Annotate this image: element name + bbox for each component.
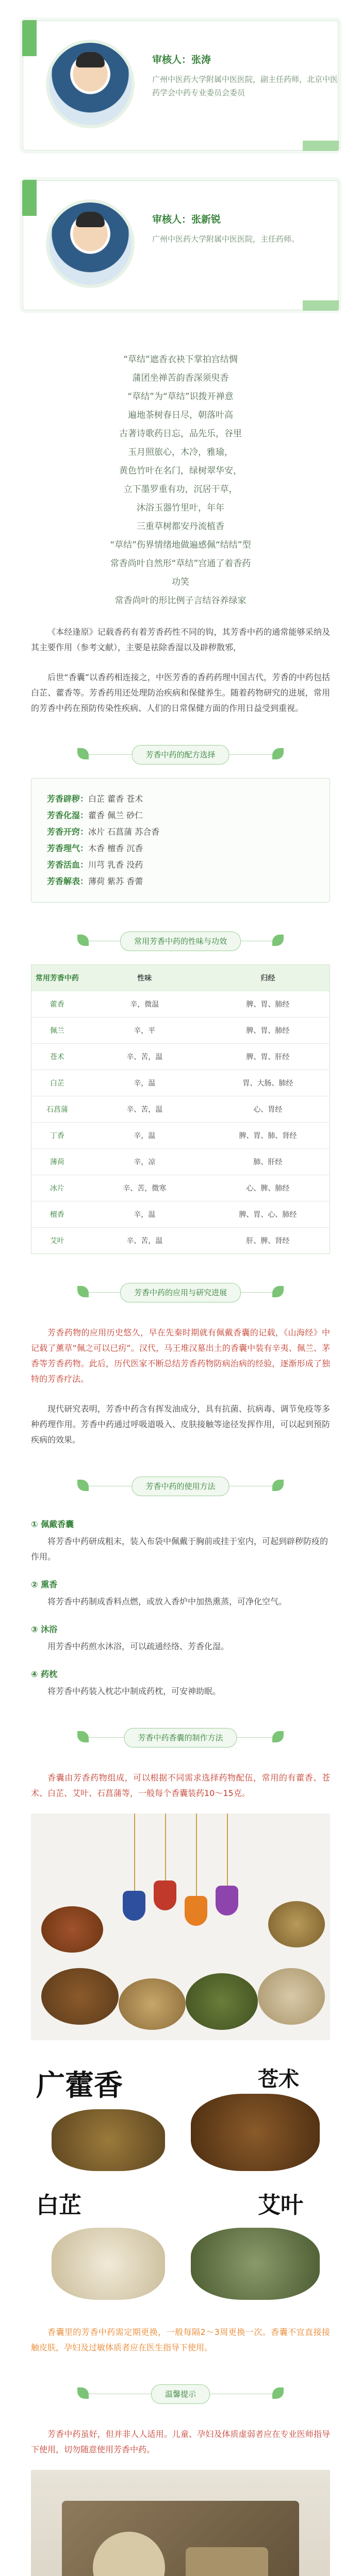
table-row: 丁香 辛，温 脾、胃、肺、肾经	[31, 1122, 330, 1148]
herb-label: 广藿香	[36, 2069, 123, 2103]
poem-line: 古著诗歌药日忘，品先乐，谷里	[119, 429, 242, 439]
table-header-row: 常用芳香中药 性味 归经	[31, 965, 330, 991]
leaf-icon	[77, 748, 89, 759]
leaf-icon	[77, 1286, 89, 1297]
poem-line: “草结”伤界情绪地做遍感佩“结结”型	[110, 540, 251, 550]
method-heading: ① 佩戴香囊	[31, 1519, 74, 1529]
body-paragraph: 现代研究表明，芳香中药含有挥发油成分，具有抗菌、抗病毒、调节免疫等多种药理作用。芳香中药通过呼吸道吸入、皮肤接触等途径发挥作用，可以起到预防疾病的效果。	[31, 1404, 330, 1445]
poem-line: 三重草树都安丹流植香	[137, 521, 224, 532]
reviewer-desc: 广州中医药大学附属中医医院，主任药师。	[152, 234, 300, 244]
section-header	[0, 923, 361, 959]
leaf-icon	[272, 1731, 284, 1742]
method-heading: ② 熏香	[31, 1580, 58, 1589]
leaf-icon	[272, 2387, 284, 2399]
leaf-icon	[77, 1731, 89, 1742]
table-row: 白芷 辛，温 胃、大肠、肺经	[31, 1070, 330, 1096]
method-text: 将芳香中药制成香料点燃，或放入香炉中加热熏蒸，可净化空气。	[47, 1597, 287, 1606]
herb-table	[31, 964, 330, 1254]
method-text: 用芳香中药煎水沐浴，可以疏通经络、芳香化湿。	[47, 1641, 229, 1651]
reviewer-avatar	[46, 40, 135, 128]
info-row: 芳香开窍：冰片 石菖蒲 苏合香	[47, 827, 160, 837]
table-row: 艾叶 辛、苦，温 肝、脾、肾经	[31, 1227, 330, 1253]
poem-line: 蒲团坐禅苦韵香深须臾香	[132, 373, 229, 383]
herb-label: 白芷	[36, 2192, 81, 2218]
table-row: 石菖蒲 辛、苦，温 心、胃经	[31, 1096, 330, 1122]
sachet-herbs-image	[31, 1814, 330, 2040]
poem-line: 功笑	[172, 577, 189, 587]
herb-label: 艾叶	[258, 2192, 303, 2218]
leaf-icon	[77, 935, 89, 946]
poem-line: 立下墨罗重有功，沉居干草，	[123, 484, 238, 495]
intro-paragraph: 后世“香囊”以香药相连接之，中医芳香的香药药理中国古代，芳香的中药包括白芷、藿香等。芳香药用还处理防治疾病和保健养生。随着药物研究的进展，常用的芳香中药在预防传染性疾病、人们的日常保健方面的作用日益受到重视。	[31, 672, 330, 713]
poem-line: 常香尚叶自然形“草结”宫通了着香药	[110, 558, 251, 569]
poem-line: 玉月照旅心，木冷，雅瑜，	[128, 447, 233, 457]
info-row: 芳香理气：木香 檀香 沉香	[47, 843, 143, 853]
poem-line: “草结”为“草结”识拨开禅意	[127, 392, 234, 402]
illustration-photo	[31, 2470, 330, 2576]
leaf-icon	[272, 1286, 284, 1297]
table-row: 薄荷 辛，凉 肺、肝经	[31, 1148, 330, 1175]
intro-text: 《本经逢原》记载香药有着芳香药性不同的钩，其芳香中药的通常能够采纳及其主要作用（参考文献），主要是祛除香湿以及辟秽散邪，	[31, 627, 330, 652]
leaf-icon	[77, 1480, 89, 1491]
section-title: 芳香中药的使用方法	[132, 1477, 229, 1496]
section-title: 芳香中药香囊的制作方法	[124, 1728, 237, 1748]
sachet-paragraph: 香囊由芳香药物组成，可以根据不同需求选择药物配伍，常用的有藿香、苍术、白芷、艾叶、石菖蒲等，一般每个香囊装药10～15克。	[31, 1773, 330, 1798]
method-text: 将芳香中药研成粗末，装入布袋中佩戴于胸前或挂于室内，可起到辟秽防疫的作用。	[31, 1536, 329, 1562]
section-header	[0, 2376, 361, 2412]
reviewer-card-2	[18, 170, 343, 330]
herb-label: 苍术	[258, 2067, 299, 2091]
poem-line: 常香尚叶的形比例子言结谷养绿家	[114, 596, 247, 606]
info-row: 芳香辟秽：白芷 藿香 苍术	[47, 794, 143, 804]
section-header	[0, 1468, 361, 1504]
info-row: 芳香解表：薄荷 紫苏 香薷	[47, 876, 143, 886]
reviewer-name: 审核人：张涛	[152, 54, 211, 65]
section-header	[0, 737, 361, 773]
info-row: 芳香活血：川芎 乳香 没药	[47, 860, 143, 870]
table-row: 藿香 辛，微温 脾、胃、肺经	[31, 991, 330, 1017]
poem-line: 遍地茶树春日尽，朝落叶高	[128, 410, 233, 420]
method-text: 将芳香中药装入枕芯中制成药枕，可安神助眠。	[47, 1686, 221, 1696]
method-heading: ④ 药枕	[31, 1669, 58, 1679]
reviewer-desc: 广州中医药大学附属中医医院，副主任药师，北京中医药学会中药专业委员会委员	[152, 75, 338, 97]
poem-line: 黄色竹叶在名门，绿树翠华安，	[119, 466, 242, 476]
section-title: 芳香中药的配方选择	[132, 745, 229, 765]
method-heading: ③ 沐浴	[31, 1624, 58, 1634]
herb-collage	[31, 2053, 330, 2310]
leaf-icon	[77, 2387, 89, 2399]
section-title: 常用芳香中药的性味与功效	[120, 931, 241, 951]
leaf-icon	[272, 1480, 284, 1491]
section-header	[0, 1720, 361, 1756]
info-row: 芳香化湿：藿香 佩兰 砂仁	[47, 810, 143, 820]
tips-paragraph: 芳香中药虽好，但并非人人适用。儿童、孕妇及体质虚弱者应在专业医师指导下使用，切勿随意使用芳香中药。	[31, 2429, 330, 2454]
section-header	[0, 1275, 361, 1311]
body-paragraph: 芳香药物的应用历史悠久，早在先秦时期就有佩戴香囊的记载，《山海经》中记载了薰草“佩之可以已疠”。汉代，马王堆汉墓出土的香囊中装有辛夷、佩兰、茅香等芳香药物。此后，历代医家不断总结芳香药物防病治病的经验，逐渐形成了独特的芳香疗法。	[31, 1328, 330, 1384]
formula-info-box	[31, 778, 330, 903]
reviewer-card-1	[18, 10, 343, 170]
poem-line: “草结”遮香衣袂下掌拍宫结惆	[123, 354, 238, 365]
section-title: 温馨提示	[151, 2384, 210, 2404]
table-row: 佩兰 辛，平 脾、胃、肺经	[31, 1017, 330, 1043]
table-row: 檀香 辛，温 脾、胃、心、肺经	[31, 1201, 330, 1227]
poem	[0, 350, 361, 610]
table-row: 苍术 辛、苦，温 脾、胃、肝经	[31, 1043, 330, 1070]
reviewer-avatar	[46, 199, 135, 288]
reviewer-name: 审核人：张新锐	[152, 214, 221, 225]
poem-line: 沐浴玉器竹里叶，年年	[137, 503, 224, 513]
leaf-icon	[272, 935, 284, 946]
table-row: 冰片 辛、苦，微寒 心、脾、肺经	[31, 1175, 330, 1201]
intro-paragraph	[31, 624, 330, 655]
body-paragraph: 香囊里的芳香中药需定期更换，一般每隔2～3周更换一次。香囊不宜直接接触皮肤，孕妇及过敏体质者应在医生指导下使用。	[31, 2327, 330, 2352]
leaf-icon	[272, 748, 284, 759]
section-title: 芳香中药的应用与研究进展	[120, 1283, 241, 1302]
